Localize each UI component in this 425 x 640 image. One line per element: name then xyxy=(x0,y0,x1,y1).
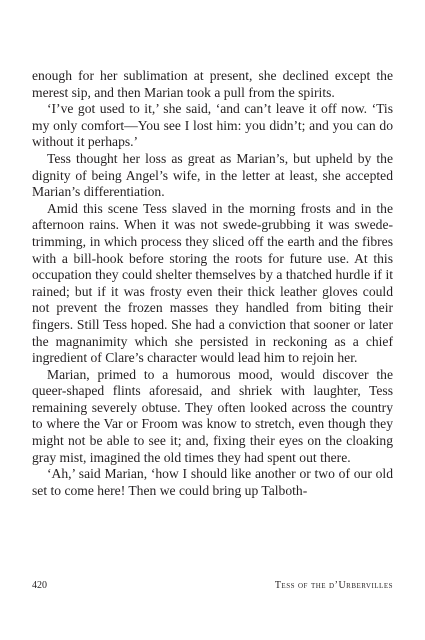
paragraph: Marian, primed to a humorous mood, would discover the queer-shaped flints aforesaid, and shriek with laughter, Tess remaining severely obtuse. They often looked across the country to where the Var or Froom was know to stretch, even though they might not be able to see it; and, fixing their eyes on the cloaking gray mist, imagined the old times they had spent out there. xyxy=(32,366,393,465)
paragraph: Tess thought her loss as great as Marian’s, but upheld by the dignity of being Angel’s wife, in the letter at least, she accepted Marian’s differentiation. xyxy=(32,150,393,200)
page-number: 420 xyxy=(32,580,47,591)
running-title: Tess of the d’Urbervilles xyxy=(274,580,393,591)
page-footer xyxy=(32,579,393,593)
page-body-text xyxy=(32,68,393,499)
paragraph: enough for her sublimation at present, she declined except the merest sip, and then Marian took a pull from the spirits. xyxy=(32,68,393,100)
paragraph: ‘Ah,’ said Marian, ‘how I should like another or two of our old set to come here! Then we could bring up Talboth- xyxy=(32,466,393,498)
paragraph: ‘I’ve got used to it,’ she said, ‘and can’t leave it off now. ‘Tis my only comfort—You see I lost him: you didn’t; and you can do without it perhaps.’ xyxy=(32,101,393,150)
paragraph: Amid this scene Tess slaved in the morning frosts and in the afternoon rains. When it was not swede-grubbing it was swede-trimming, in which process they sliced off the earth and the fibres with a bill-hook before storing the roots for future use. At this occupation they could shelter themselves by a thatched hurdle if it rained; but if it was frosty even their thick leather gloves could not prevent the frozen masses they handled from biting their fingers. Still Tess hoped. She had a conviction that sooner or later the magnanimity which she persisted in reckoning as a chief ingredient of Clare’s character would lead him to rejoin her. xyxy=(32,200,393,366)
